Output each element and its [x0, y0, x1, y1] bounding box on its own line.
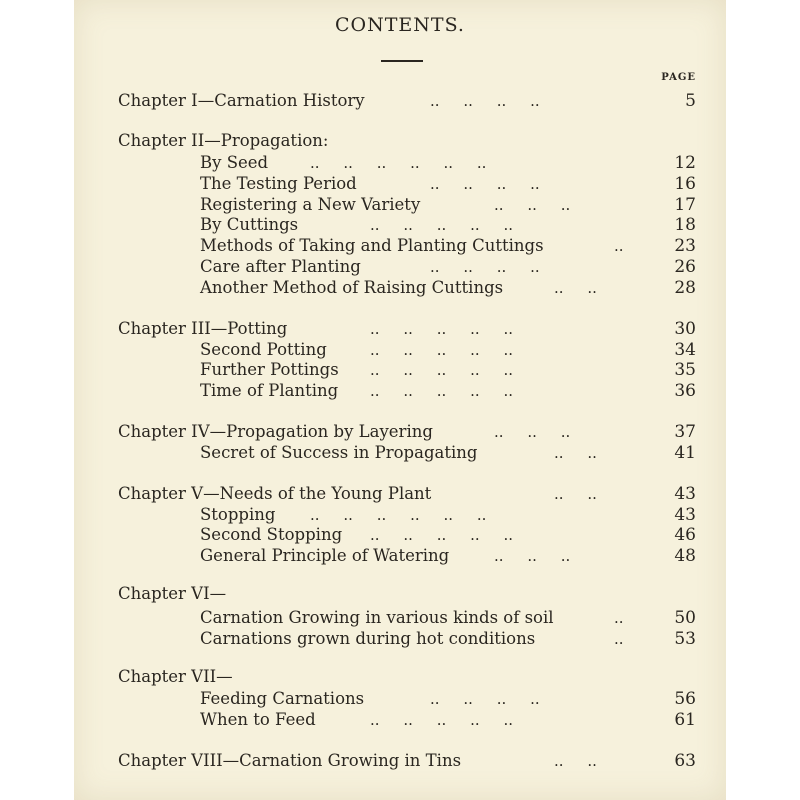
toc-page-number: 26 [674, 257, 696, 277]
leader-dots: .. .. .. .. [430, 258, 540, 276]
toc-line [74, 504, 726, 526]
book-page [74, 0, 726, 800]
toc-page-number: 28 [674, 278, 696, 298]
toc-line [74, 214, 726, 236]
toc-line [74, 194, 726, 216]
toc-page-number: 48 [674, 546, 696, 566]
toc-entry-text: Time of Planting [200, 381, 339, 400]
toc-entry-text: Registering a New Variety [200, 195, 421, 214]
toc-entry-text: General Principle of Watering [200, 546, 450, 565]
toc-entry-text: Carnations grown during hot conditions [200, 629, 536, 648]
toc-page-number: 34 [674, 340, 696, 360]
toc-page-number: 53 [674, 629, 696, 649]
toc-entry-text: Second Potting [200, 340, 327, 359]
toc-entry-text: Carnation Growing in various kinds of soil [200, 608, 554, 627]
toc-page-number: 30 [674, 319, 696, 339]
toc-line-chapter-2 [74, 130, 726, 152]
toc-entry-text: Secret of Success in Propagating [200, 443, 478, 462]
toc-page-number: 5 [685, 91, 696, 111]
toc-entry-text: Chapter VI— [118, 584, 227, 603]
toc-entry-text: Second Stopping [200, 525, 343, 544]
toc-line [74, 380, 726, 402]
leader-dots: .. .. .. .. .. [370, 526, 514, 544]
toc-page-number: 41 [674, 443, 696, 463]
toc-page-number: 50 [674, 608, 696, 628]
toc-page-number: 61 [674, 710, 696, 730]
page-column-label: PAGE [661, 72, 696, 83]
toc-entry-text: Feeding Carnations [200, 689, 365, 708]
leader-dots: .. .. .. .. .. .. [310, 154, 487, 172]
leader-dots: .. .. .. .. .. .. [310, 506, 487, 524]
leader-dots: .. .. [554, 444, 597, 462]
toc-line [74, 173, 726, 195]
toc-page-number: 23 [674, 236, 696, 256]
leader-dots: .. .. .. [494, 423, 571, 441]
toc-line [74, 277, 726, 299]
toc-page-number: 63 [674, 751, 696, 771]
toc-entry-text: Chapter I—Carnation History [118, 91, 365, 110]
toc-line [74, 628, 726, 650]
toc-page-number: 43 [674, 505, 696, 525]
toc-line [74, 256, 726, 278]
toc-page-number: 56 [674, 689, 696, 709]
toc-line-chapter-5 [74, 483, 726, 505]
leader-dots: .. .. [554, 279, 597, 297]
leader-dots: .. .. .. .. [430, 690, 540, 708]
leader-dots: .. .. .. .. .. [370, 711, 514, 729]
toc-entry-text: Stopping [200, 505, 276, 524]
toc-entry-text: Care after Planting [200, 257, 361, 276]
leader-dots: .. .. .. [494, 196, 571, 214]
toc-line [74, 442, 726, 464]
leader-dots: .. [614, 630, 624, 648]
toc-entry-text: Further Pottings [200, 360, 339, 379]
toc-line-chapter-1 [74, 90, 726, 112]
toc-line [74, 359, 726, 381]
toc-line-chapter-4 [74, 421, 726, 443]
leader-dots: .. .. .. .. [430, 92, 540, 110]
toc-line-chapter-7 [74, 666, 726, 688]
toc-line [74, 152, 726, 174]
toc-entry-text: By Cuttings [200, 215, 299, 234]
toc-entry-text: Chapter IV—Propagation by Layering [118, 422, 433, 441]
leader-dots: .. .. [554, 485, 597, 503]
toc-page-number: 12 [674, 153, 696, 173]
toc-page-number: 16 [674, 174, 696, 194]
toc-line-chapter-3 [74, 318, 726, 340]
toc-line-chapter-8 [74, 750, 726, 772]
leader-dots: .. .. .. .. .. [370, 216, 514, 234]
contents-title: CONTENTS. [335, 14, 465, 36]
toc-page-number: 37 [674, 422, 696, 442]
leader-dots: .. .. .. [494, 547, 571, 565]
leader-dots: .. .. .. .. [430, 175, 540, 193]
title-rule [381, 60, 423, 62]
leader-dots: .. .. .. .. .. [370, 361, 514, 379]
toc-line [74, 524, 726, 546]
toc-entry-text: When to Feed [200, 710, 316, 729]
toc-entry-text: Methods of Taking and Planting Cuttings [200, 236, 544, 255]
leader-dots: .. [614, 609, 624, 627]
toc-line [74, 709, 726, 731]
leader-dots: .. .. .. .. .. [370, 320, 514, 338]
toc-line [74, 235, 726, 257]
leader-dots: .. .. .. .. .. [370, 382, 514, 400]
toc-entry-text: Chapter V—Needs of the Young Plant [118, 484, 432, 503]
toc-line [74, 607, 726, 629]
toc-page-number: 17 [674, 195, 696, 215]
toc-entry-text: The Testing Period [200, 174, 357, 193]
toc-page-number: 46 [674, 525, 696, 545]
toc-entry-text: Another Method of Raising Cuttings [200, 278, 504, 297]
toc-entry-text: Chapter VIII—Carnation Growing in Tins [118, 751, 462, 770]
toc-entry-text: Chapter II—Propagation: [118, 131, 329, 150]
toc-line [74, 545, 726, 567]
toc-entry-text: Chapter VII— [118, 667, 233, 686]
toc-page-number: 18 [674, 215, 696, 235]
toc-page-number: 43 [674, 484, 696, 504]
toc-page-number: 35 [674, 360, 696, 380]
leader-dots: .. .. [554, 752, 597, 770]
toc-line [74, 688, 726, 710]
toc-entry-text: By Seed [200, 153, 269, 172]
leader-dots: .. .. .. .. .. [370, 341, 514, 359]
toc-page-number: 36 [674, 381, 696, 401]
toc-entry-text: Chapter III—Potting [118, 319, 288, 338]
toc-line [74, 339, 726, 361]
toc-line-chapter-6 [74, 583, 726, 605]
leader-dots: .. [614, 237, 624, 255]
